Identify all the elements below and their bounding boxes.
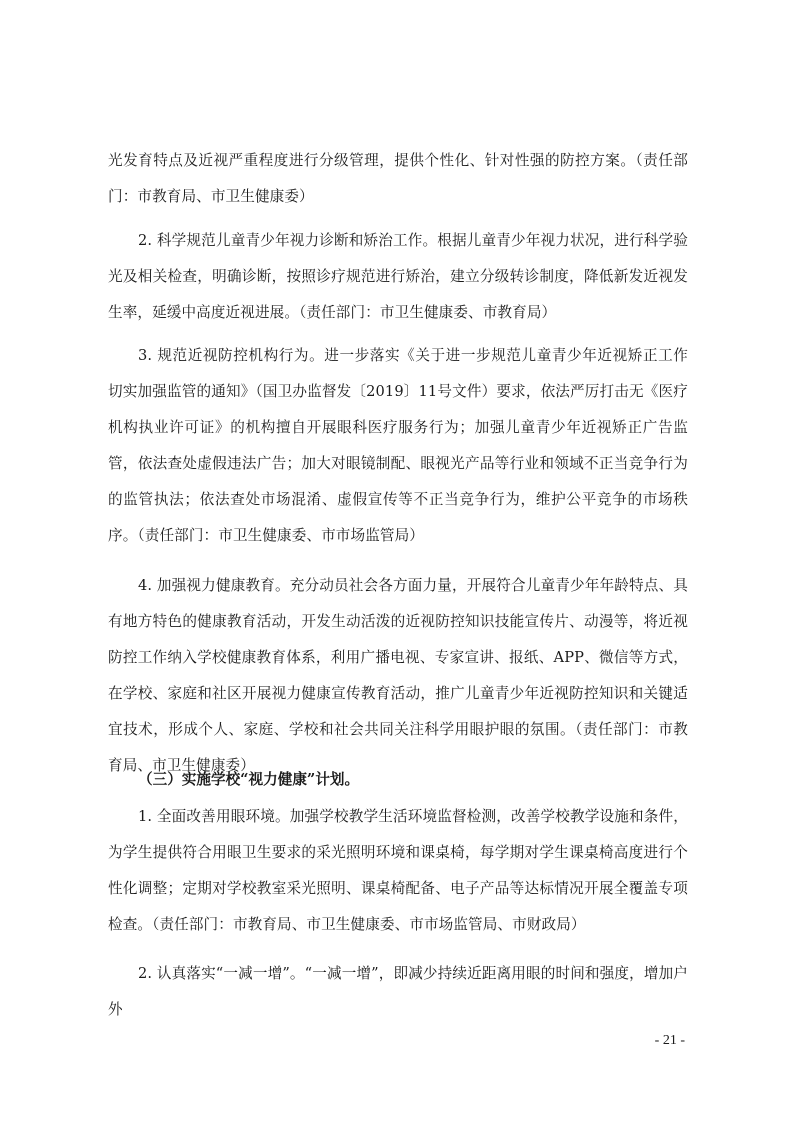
paragraph-item-3: 3. 规范近视防控机构行为。进一步落实《关于进一步规范儿童青少年近视矫正工作 切实加强监管的通知》（国卫办监督发〔2019〕11号文件）要求，依法严厉打击无《医疗机构执业许可证》的机构擅自开展眼科医疗服务行为；加强儿童青少年近视矫正广告监管，依法查处虚假违法广告；加大对眼镜制配、眼视光产品等行业和领域不正当竞争行为的监管执法；依法查处市场混淆、虚假宣传等不正当竞争行为，维护公平竞争的市场秩序。（责任部门：市卫生健康委、市市场监管局）: [108, 347, 688, 544]
section-heading: （三）实施学校“视力健康”计划。: [138, 771, 360, 788]
paragraph-item-2b: 2. 认真落实“一减一增”。“一减一增”，即减少持续近距离用眼的时间和强度，增加户外: [108, 965, 688, 1018]
paragraph-item-1: 1. 全面改善用眼环境。加强学校教学生活环境监督检测，改善学校教学设施和条件，为学生提供符合用眼卫生要求的采光照明环境和课桌椅，每学期对学生课桌椅高度进行个性化调整；定期对学校教室采光照明、课桌椅配备、电子产品等达标情况开展全覆盖专项检查。（责任部门：市教育局、市卫生健康委、市市场监管局、市财政局）: [108, 808, 688, 933]
paragraph-item-2: 2. 科学规范儿童青少年视力诊断和矫治工作。根据儿童青少年视力状况，进行科学验光及相关检查，明确诊断，按照诊疗规范进行矫治，建立分级转诊制度，降低新发近视发生率，延缓中高度近视进展。（责任部门：市卫生健康委、市教育局）: [108, 232, 688, 321]
page-number: - 21 -: [654, 1033, 685, 1048]
paragraph-item-4: 4. 加强视力健康教育。充分动员社会各方面力量，开展符合儿童青少年年龄特点、具有地方特色的健康教育活动，开发生动活泼的近视防控知识技能宣传片、动漫等，将近视防控工作纳入学校健康教育体系，利用广播电视、专家宣讲、报纸、APP、微信等方式，在学校、家庭和社区开展视力健康宣传教育活动，推广儿童青少年近视防控知识和关键适宜技术，形成个人、家庭、学校和社会共同关注科学用眼护眼的氛围。（责任部门：市教育局、市卫生健康委）: [108, 577, 688, 774]
paragraph-continued: 光发育特点及近视严重程度进行分级管理，提供个性化、针对性强的防控方案。（责任部门：市教育局、市卫生健康委）: [108, 152, 688, 205]
